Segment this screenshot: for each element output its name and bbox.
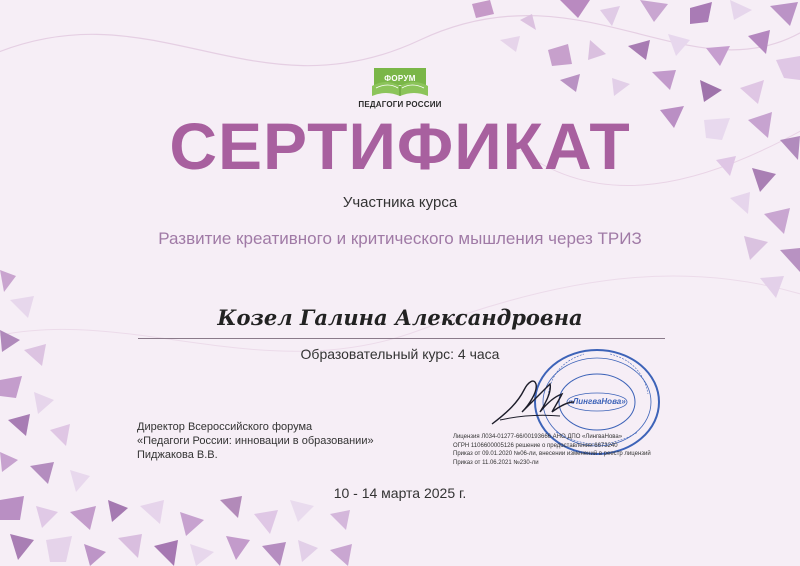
forum-logo: [358, 64, 442, 112]
certificate-title: СЕРТИФИКАТ: [169, 109, 631, 183]
recipient-name: Козел Галина Александровна: [217, 305, 583, 330]
logo-top-text: ФОРУМ: [384, 74, 416, 83]
logo-bottom-text: ПЕДАГОГИ РОССИИ: [358, 100, 442, 109]
stamp-center-text: «ЛингваНова»: [568, 397, 626, 406]
license-line-4: Приказ от 11.06.2021 №230-ли: [453, 459, 539, 466]
director-name: Пиджакова В.В.: [137, 449, 218, 461]
director-forum-name: «Педагоги России: инновации в образовании»: [137, 435, 374, 447]
director-block: [137, 420, 437, 462]
director-title: Директор Всероссийского форума: [137, 421, 313, 433]
license-line-1: Лицензия Л034-01277-66/00193666 АНО ДПО «ЛингваНова»: [453, 434, 623, 440]
signature-icon: [488, 372, 578, 432]
license-block: [453, 433, 673, 467]
course-name: Развитие креативного и критического мышления через ТРИЗ: [158, 229, 642, 248]
certificate-subtitle: Участника курса: [342, 194, 458, 211]
license-line-2: ОГРН 1106600005126 решение о предоставлении 6673240: [453, 442, 618, 449]
course-date: 10 - 14 марта 2025 г.: [333, 485, 467, 501]
name-underline: [138, 338, 665, 339]
license-line-3: Приказ от 09.01.2020 №06-ли, внесении изменений в реестр лицензий: [453, 451, 651, 458]
course-hours: Образовательный курс: 4 часа: [300, 346, 500, 362]
